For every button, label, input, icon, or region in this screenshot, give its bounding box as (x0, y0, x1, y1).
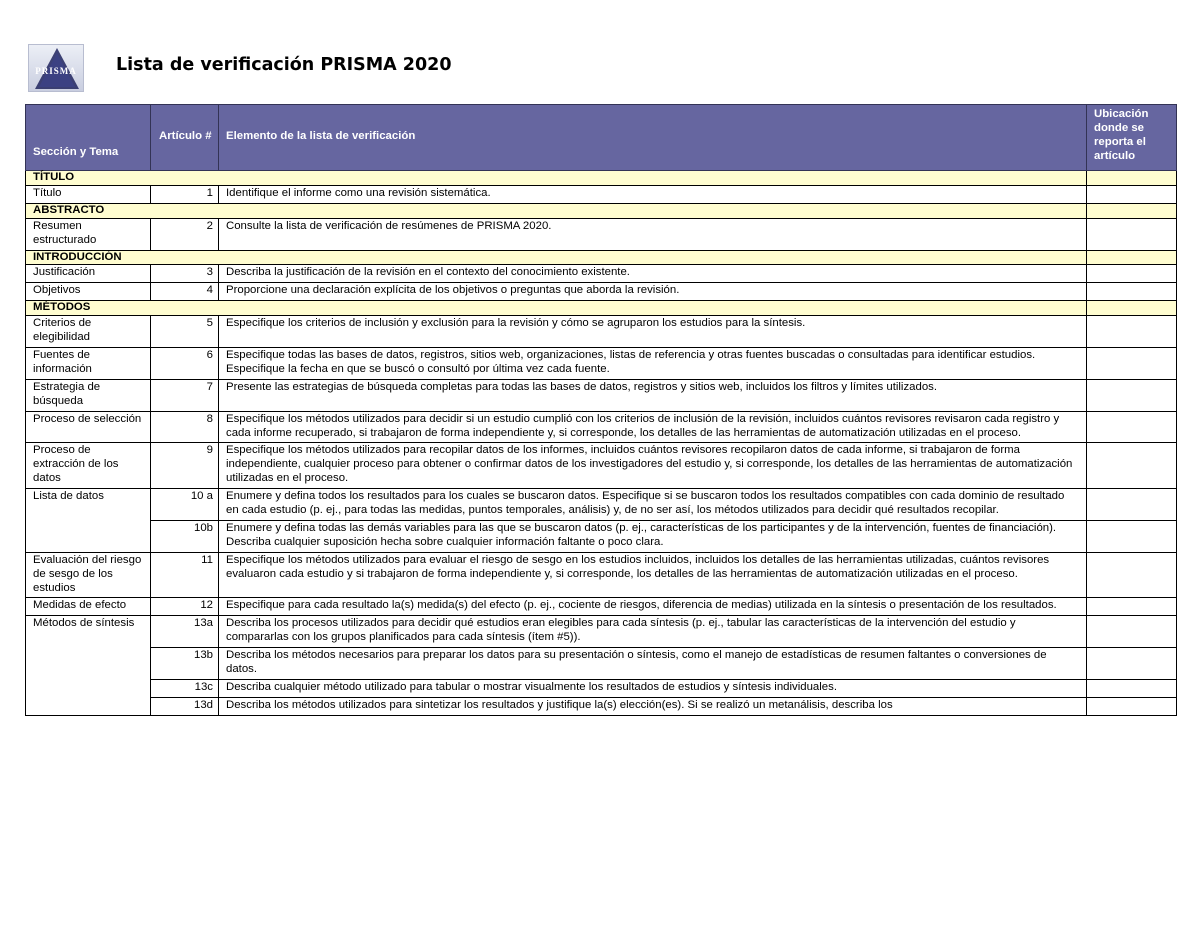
topic-cell: Proceso de extracción de los datos (26, 443, 151, 489)
section-label: TÍTULO (26, 171, 1087, 186)
section-label: ABSTRACTO (26, 203, 1087, 218)
item-number: 3 (151, 265, 219, 283)
table-row (26, 598, 1177, 616)
location-cell (1087, 203, 1177, 218)
prisma-logo (28, 44, 84, 92)
item-text: Describa los métodos necesarios para preparar los datos para su presentación o síntesis, como el manejo de estadísticas de resumen faltantes o conversiones de datos. (219, 648, 1087, 680)
location-cell (1087, 680, 1177, 698)
item-number: 4 (151, 283, 219, 301)
item-number: 13a (151, 616, 219, 648)
item-number: 12 (151, 598, 219, 616)
item-number: 6 (151, 347, 219, 379)
location-cell (1087, 648, 1177, 680)
item-text: Describa la justificación de la revisión en el contexto del conocimiento existente. (219, 265, 1087, 283)
table-row (26, 283, 1177, 301)
item-number: 13c (151, 680, 219, 698)
topic-cell: Proceso de selección (26, 411, 151, 443)
table-row (26, 316, 1177, 348)
location-cell (1087, 411, 1177, 443)
item-text: Describa cualquier método utilizado para tabular o mostrar visualmente los resultados de estudios y síntesis individuales. (219, 680, 1087, 698)
topic-cell: Lista de datos (26, 489, 151, 553)
item-text: Describa los métodos utilizados para sintetizar los resultados y justifique la(s) elección(es). Si se realizó un metanálisis, describa los (219, 697, 1087, 715)
item-number: 1 (151, 185, 219, 203)
section-row (26, 171, 1177, 186)
table-row (26, 379, 1177, 411)
column-header-item: Elemento de la lista de verificación (219, 105, 1087, 171)
item-text: Especifique los métodos utilizados para decidir si un estudio cumplió con los criterios de inclusión de la revisión, incluidos cuántos revisores revisaron cada registro y cada informe recuperado, si trabajaron de forma independiente y, si corresponde, los detalles de las herramientas de automatización utilizadas en el proceso. (219, 411, 1087, 443)
table-row (26, 265, 1177, 283)
item-number: 9 (151, 443, 219, 489)
location-cell (1087, 283, 1177, 301)
item-number: 13d (151, 697, 219, 715)
location-cell (1087, 697, 1177, 715)
item-text: Presente las estrategias de búsqueda completas para todas las bases de datos, registros y sitios web, incluidos los filtros y límites utilizados. (219, 379, 1087, 411)
item-text: Especifique los métodos utilizados para evaluar el riesgo de sesgo en los estudios incluidos, incluidos los detalles de las herramientas utilizadas, cuántos revisores evaluaron cada estudio y si trabajaron de forma independiente y, si corresponde, los detalles de las herramientas de automatización utilizadas en el proceso. (219, 552, 1087, 598)
topic-cell: Fuentes de información (26, 347, 151, 379)
prisma-logo-text: PRISMA (35, 66, 77, 76)
section-row (26, 301, 1177, 316)
table-row (26, 185, 1177, 203)
item-text: Especifique para cada resultado la(s) medida(s) del efecto (p. ej., cociente de riesgos, diferencia de medias) utilizada en la síntesis o presentación de los resultados. (219, 598, 1087, 616)
item-text: Enumere y defina todas las demás variables para las que se buscaron datos (p. ej., características de los participantes y de la intervención, fuentes de financiación). Describa cualquier suposición hecha sobre cualquier información faltante o poco clara. (219, 520, 1087, 552)
section-label: MÉTODOS (26, 301, 1087, 316)
location-cell (1087, 347, 1177, 379)
item-number: 10 a (151, 489, 219, 521)
location-cell (1087, 520, 1177, 552)
item-number: 2 (151, 218, 219, 250)
item-text: Especifique los criterios de inclusión y exclusión para la revisión y cómo se agruparon los estudios para la síntesis. (219, 316, 1087, 348)
checklist-body (26, 171, 1177, 716)
location-cell (1087, 218, 1177, 250)
topic-cell: Título (26, 185, 151, 203)
topic-cell: Criterios de elegibilidad (26, 316, 151, 348)
column-header-location: Ubicación donde se reporta el artículo (1087, 105, 1177, 171)
item-number: 13b (151, 648, 219, 680)
item-text: Proporcione una declaración explícita de los objetivos o preguntas que aborda la revisión. (219, 283, 1087, 301)
section-row (26, 250, 1177, 265)
table-row (26, 616, 1177, 648)
section-row (26, 203, 1177, 218)
location-cell (1087, 379, 1177, 411)
location-cell (1087, 185, 1177, 203)
table-row (26, 520, 1177, 552)
table-row (26, 489, 1177, 521)
topic-cell: Medidas de efecto (26, 598, 151, 616)
topic-cell: Justificación (26, 265, 151, 283)
location-cell (1087, 171, 1177, 186)
table-row (26, 443, 1177, 489)
topic-cell: Estrategia de búsqueda (26, 379, 151, 411)
location-cell (1087, 443, 1177, 489)
location-cell (1087, 301, 1177, 316)
item-number: 8 (151, 411, 219, 443)
checklist-table (25, 104, 1177, 716)
column-header-number: Artículo # (151, 105, 219, 171)
topic-cell: Métodos de síntesis (26, 616, 151, 715)
table-row (26, 347, 1177, 379)
column-header-section: Sección y Tema (26, 105, 151, 171)
location-cell (1087, 616, 1177, 648)
item-text: Describa los procesos utilizados para decidir qué estudios eran elegibles para cada síntesis (p. ej., tabular las características de la intervención del estudio y compararlas con los grupos planificados para cada síntesis (ítem #5)). (219, 616, 1087, 648)
topic-cell: Objetivos (26, 283, 151, 301)
page-title: Lista de verificación PRISMA 2020 (116, 55, 452, 75)
table-row (26, 411, 1177, 443)
location-cell (1087, 265, 1177, 283)
table-row (26, 648, 1177, 680)
item-text: Identifique el informe como una revisión sistemática. (219, 185, 1087, 203)
item-number: 10b (151, 520, 219, 552)
table-row (26, 680, 1177, 698)
location-cell (1087, 552, 1177, 598)
item-number: 5 (151, 316, 219, 348)
item-text: Especifique todas las bases de datos, registros, sitios web, organizaciones, listas de referencia y otras fuentes buscadas o consultadas para identificar estudios. Especifique la fecha en que se buscó o consultó por última vez cada fuente. (219, 347, 1087, 379)
item-text: Consulte la lista de verificación de resúmenes de PRISMA 2020. (219, 218, 1087, 250)
location-cell (1087, 316, 1177, 348)
item-number: 11 (151, 552, 219, 598)
topic-cell: Resumen estructurado (26, 218, 151, 250)
table-row (26, 552, 1177, 598)
location-cell (1087, 598, 1177, 616)
page-header (28, 44, 1178, 92)
table-row (26, 697, 1177, 715)
item-number: 7 (151, 379, 219, 411)
section-label: INTRODUCCIÓN (26, 250, 1087, 265)
topic-cell: Evaluación del riesgo de sesgo de los estudios (26, 552, 151, 598)
location-cell (1087, 489, 1177, 521)
table-header-row (26, 105, 1177, 171)
location-cell (1087, 250, 1177, 265)
item-text: Enumere y defina todos los resultados para los cuales se buscaron datos. Especifique si se buscaron todos los resultados compatibles con cada dominio de resultado en cada estudio (p. ej., para todas las medidas, puntos temporales, análisis) y, de no ser así, los métodos utilizados para decidir qué resultados recopilar. (219, 489, 1087, 521)
table-row (26, 218, 1177, 250)
item-text: Especifique los métodos utilizados para recopilar datos de los informes, incluidos cuántos revisores recopilaron datos de cada informe, si trabajaron de forma independiente, cualquier proceso para obtener o confirmar datos de los investigadores del estudio y, si corresponde, los detalles de las herramientas de automatización utilizadas en el proceso. (219, 443, 1087, 489)
